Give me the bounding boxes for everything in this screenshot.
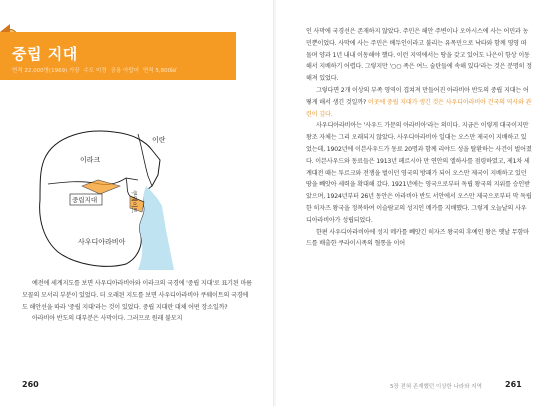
right-body-text bbox=[306, 26, 532, 250]
left-body-text bbox=[22, 278, 252, 325]
page-number: 260 bbox=[22, 380, 39, 389]
paragraph-text: 한편 사우디아라비아에 성지 메카를 빼앗긴 히자즈 왕국의 후예인 왕은 옛날 무함마드를 배출한 쿠라이시족의 혈통을 이어 bbox=[306, 228, 529, 248]
paragraph-text: 인 사막에 국경선은 존재하지 않았다. 주민은 해안 주변이나 오아시스에 사는 어민과 농민뿐이었다. 사막에 사는 주민은 베두인이라고 불리는 유목민으로 낙타와 함께 영영 떠돌며 양과 1년 내내 이동해야 했다. 이런 지역에서는 땅을 갖고 있어도 나은이 항상 이동해서 지배하기 어렵다. 그렇지만 '○○ 족은 여느 술탄들에 속해 있다'라는 것은 분명히 정해져 있었다. bbox=[306, 28, 532, 83]
left-page bbox=[0, 0, 274, 406]
paragraph: 예전에 세계지도를 보면 사우디아라비아와 이라크의 국경에 '중립 지대'로 표기된 마름모꼴의 모서리 부분이 있었다. 더 오래된 지도를 보면 사우디아라비아 쿠웨이트의 국경에도 해안선을 따라 '중립 지대'라는 것이 있었다. 중립 지대란 대체 어떤 장소일까? bbox=[22, 280, 252, 311]
page-number: 261 bbox=[505, 380, 522, 389]
map-label-iraq: 이라크 bbox=[80, 156, 101, 164]
meta-item: 면적 5,800㎢ bbox=[142, 68, 177, 74]
paragraph bbox=[306, 120, 532, 226]
paragraph-text: 사우디아라비아는 '사우드 가문의 아라비아'라는 의미다. 지금은 이렇게 대국이지만 왕조 자체는 그리 오래되지 않았다. 사우디아라비아 일대는 오스만 제국이 지배하고 있었는데, 1902년에 이븐사우드가 동료 20명과 함께 리야드 성을 탈환하는 사건이 벌어졌다. 이븐사우드와 동료들은 1913년 페르시아 만 연안의 엘하사를 점령하였고, 제1차 세계대전 때는 투르크와 전쟁을 벌이던 영국의 방패가 되어 오스만 제국이 지배하고 있던 땅을 빼앗아 세력을 확대해 갔다. 1921년에는 영국으로부터 독립 왕국의 지위를 승인받았으며, 1924년부터 26년 동안은 아라비아 반도 서안에서 오스만 제국으로부터 막 독립한 히자즈 왕국을 정복하여 이슬람교의 성지인 메카를 지배했다. 그렇게 오늘날의 사우디아라비아가 성립되었다. bbox=[306, 122, 532, 224]
band-corner bbox=[0, 24, 10, 32]
map-label-iran: 이란 bbox=[152, 136, 166, 144]
page-title: 중립 지대 bbox=[12, 45, 78, 63]
paragraph-text: 그렇다면 2개 이상의 부족 영역이 겹쳐져 만들어진 아라비아 반도의 중립 지대는 어떻게 해서 생긴 것일까? bbox=[306, 86, 529, 106]
map-label-neutral-zone: 중립지대 bbox=[72, 196, 98, 204]
map-label-saudi: 사우디아라비아 bbox=[78, 238, 126, 246]
right-page bbox=[276, 0, 550, 406]
running-head: 5장 전혀 존재했던 이상한 나라와 지역 bbox=[390, 384, 482, 390]
map-gulf bbox=[138, 186, 174, 270]
highlight-text: 이곳에 중립 지대가 생긴 것은 사우디아라비아 건국의 역사와 관련이 깊다. bbox=[306, 98, 532, 118]
meta-item: 수도 미정 bbox=[83, 68, 107, 74]
map-label-kuwait: 쿠웨이트 bbox=[130, 190, 137, 214]
map-svg bbox=[34, 120, 174, 270]
region-map bbox=[34, 120, 174, 270]
meta-item: 공용 아랍어 bbox=[110, 68, 139, 74]
paragraph bbox=[306, 227, 532, 251]
paragraph: 아라비아 반도의 대부분은 사막이다. 그러므로 원래 불모지 bbox=[32, 315, 183, 323]
meta-row bbox=[12, 66, 177, 74]
meta-item: 면적 22,000명(1969) 가장 bbox=[12, 68, 80, 74]
paragraph bbox=[306, 85, 532, 120]
paragraph bbox=[306, 26, 532, 85]
